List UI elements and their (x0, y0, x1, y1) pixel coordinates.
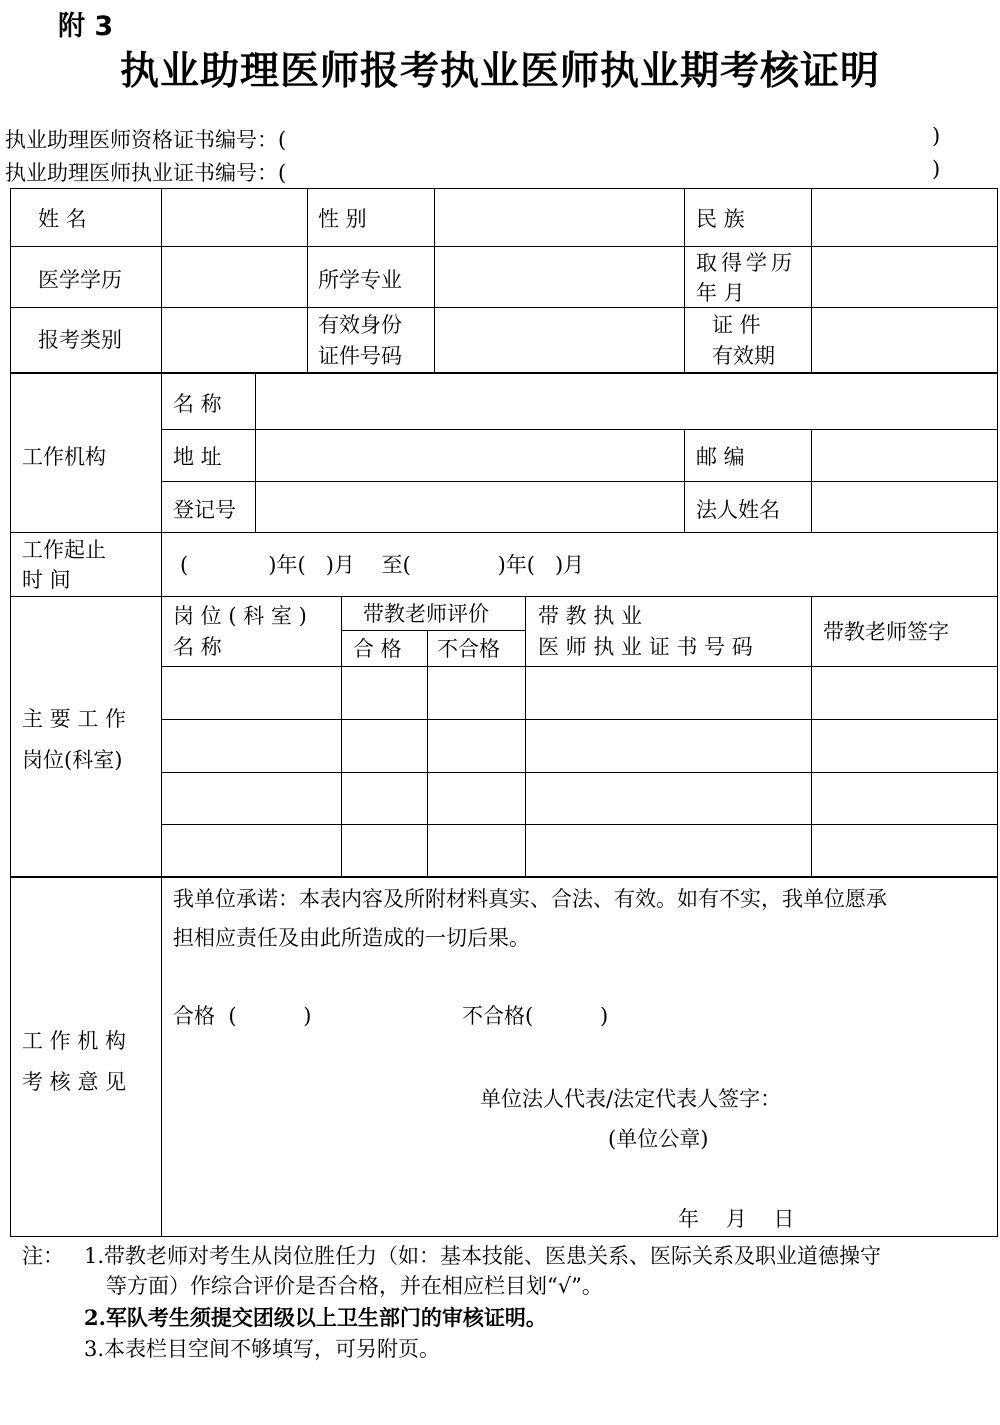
edu-date-label-2: 年 月 (696, 281, 745, 305)
period-range: ( )年( )月 至( )年( )月 (180, 553, 585, 577)
practice-cert-label: 执业助理医师执业证书编号：( (5, 161, 287, 185)
assessment-pass: 合格 ( ) (173, 1004, 312, 1028)
pledge-line-2: 担相应责任及由此所造成的一切后果。 (173, 926, 530, 950)
period-label-1: 工作起止 (22, 538, 106, 562)
postcode-label: 邮 编 (696, 445, 745, 469)
qualification-cert-label: 执业助理医师资格证书编号：( (5, 128, 287, 152)
id-number-label-1: 有效身份 (318, 313, 402, 337)
note-3: 3.本表栏目空间不够填写，可另附页。 (84, 1337, 441, 1361)
assessment-fail: 不合格( ) (462, 1004, 609, 1028)
address-label: 地 址 (173, 445, 222, 469)
reg-no-label: 登记号 (173, 498, 236, 522)
posts-label-1: 主 要 工 作 (22, 707, 127, 731)
col-pass-label: 合 格 (353, 637, 402, 661)
signature-label: 单位法人代表/法定代表人签字： (480, 1087, 782, 1111)
note-1-line-2: 等方面）作综合评价是否合格，并在相应栏目划“√”。 (106, 1274, 603, 1298)
col-sign-label: 带教老师签字 (823, 620, 949, 644)
assessment-label-2: 考 核 意 见 (22, 1070, 127, 1094)
major-label: 所学专业 (318, 268, 402, 292)
attachment-label: 附 3 (58, 11, 114, 42)
note-1-line-1: 1.带教老师对考生从岗位胜任力（如：基本技能、医患关系、医际关系及职业道德操守 (84, 1244, 882, 1268)
note-2: 2.军队考生须提交团级以上卫生部门的审核证明。 (84, 1305, 547, 1330)
posts-label-2: 岗位(科室) (22, 748, 123, 772)
org-name-label: 名 称 (173, 392, 222, 416)
id-valid-label-2: 有效期 (712, 344, 775, 368)
practice-cert-close: ) (932, 157, 941, 181)
pledge-line-1: 我单位承诺：本表内容及所附材料真实、合法、有效。如有不实，我单位愿承 (173, 887, 887, 911)
name-label: 姓 名 (38, 207, 87, 231)
id-valid-label-1: 证 件 (712, 313, 761, 337)
ethnicity-label: 民 族 (696, 207, 745, 231)
col-post-label-2: 名 称 (173, 635, 222, 659)
gender-label: 性 别 (318, 207, 367, 231)
col-fail-label: 不合格 (437, 637, 500, 661)
col-post-label-1: 岗 位 ( 科 室 ) (173, 604, 307, 628)
institution-label: 工作机构 (22, 445, 106, 469)
notes-label: 注： (22, 1244, 64, 1268)
legal-person-label: 法人姓名 (696, 498, 780, 522)
col-cert-label-2: 医 师 执 业 证 书 号 码 (538, 635, 753, 659)
seal-label: (单位公章) (608, 1127, 709, 1151)
date-label: 年 月 日 (678, 1207, 795, 1231)
category-label: 报考类别 (38, 328, 122, 352)
education-label: 医学学历 (38, 268, 122, 292)
col-cert-label-1: 带 教 执 业 (538, 604, 643, 628)
qualification-cert-close: ) (932, 124, 941, 148)
col-eval-label: 带教老师评价 (363, 602, 489, 626)
assessment-label-1: 工 作 机 构 (22, 1029, 127, 1053)
id-number-label-2: 证件号码 (318, 344, 402, 368)
period-label-2: 时 间 (22, 568, 71, 592)
page-title: 执业助理医师报考执业医师执业期考核证明 (119, 49, 880, 94)
edu-date-label-1: 取得学历 (696, 251, 796, 275)
